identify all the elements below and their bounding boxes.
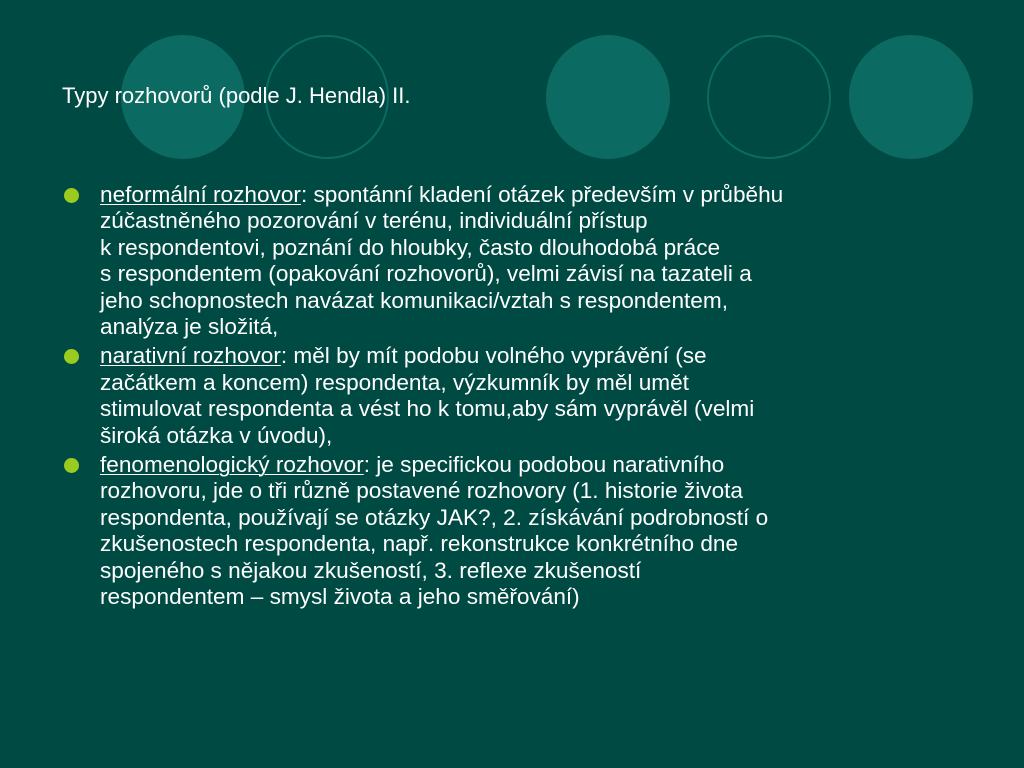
bullet-line: zúčastněného pozorování v terénu, individuální přístup <box>100 208 648 234</box>
bullet-text: : měl by mít podobu volného vyprávění (se <box>280 343 707 369</box>
bullet-text: : je specifickou podobou narativního <box>363 452 725 478</box>
bullet-line: spojeného s nějakou zkušeností, 3. reflexe zkušeností <box>100 557 642 583</box>
bullet-dot-icon <box>64 458 79 473</box>
bullet-line: začátkem a koncem) respondenta, výzkumník by měl umět <box>100 369 689 395</box>
bullet-line: respondenta, používají se otázky JAK?, 2. získávání podrobností o <box>100 504 769 530</box>
decorative-circle-filled <box>546 35 670 159</box>
slide-title: Typy rozhovorů (podle J. Hendla) II. <box>62 83 411 108</box>
bullet-item-fenomenologicky <box>62 452 982 610</box>
bullet-line: stimulovat respondenta a vést ho k tomu,aby sám vyprávěl (velmi <box>100 396 755 422</box>
bullet-list <box>62 182 982 614</box>
bullet-line: zkušenostech respondenta, např. rekonstrukce konkrétního dne <box>100 531 739 557</box>
bullet-line: k respondentovi, poznání do hloubky, často dlouhodobá práce <box>100 234 721 260</box>
bullet-term: fenomenologický rozhovor <box>100 452 364 478</box>
bullet-item-neformalni <box>62 182 982 340</box>
bullet-line: široká otázka v úvodu), <box>100 422 333 448</box>
decorative-circle-filled <box>849 35 973 159</box>
bullet-dot-icon <box>64 188 79 203</box>
bullet-item-narativni <box>62 343 982 449</box>
bullet-text: : spontánní kladení otázek především v průběhu <box>300 182 784 207</box>
bullet-line: respondentem – smysl života a jeho směřování) <box>100 584 580 610</box>
bullet-line: analýza je složitá, <box>100 314 279 340</box>
bullet-line <box>100 452 982 478</box>
bullet-line: rozhovoru, jde o tři různě postavené rozhovory (1. historie života <box>100 478 743 504</box>
bullet-line <box>100 182 982 208</box>
decorative-circle-ring <box>707 35 831 159</box>
bullet-line <box>100 343 982 369</box>
bullet-term: narativní rozhovor <box>100 343 281 369</box>
bullet-line: s respondentem (opakování rozhovorů), velmi závisí na tazateli a <box>100 261 752 287</box>
bullet-term: neformální rozhovor <box>100 182 301 207</box>
bullet-dot-icon <box>64 349 79 364</box>
bullet-line: jeho schopnostech navázat komunikaci/vztah s respondentem, <box>100 287 728 313</box>
